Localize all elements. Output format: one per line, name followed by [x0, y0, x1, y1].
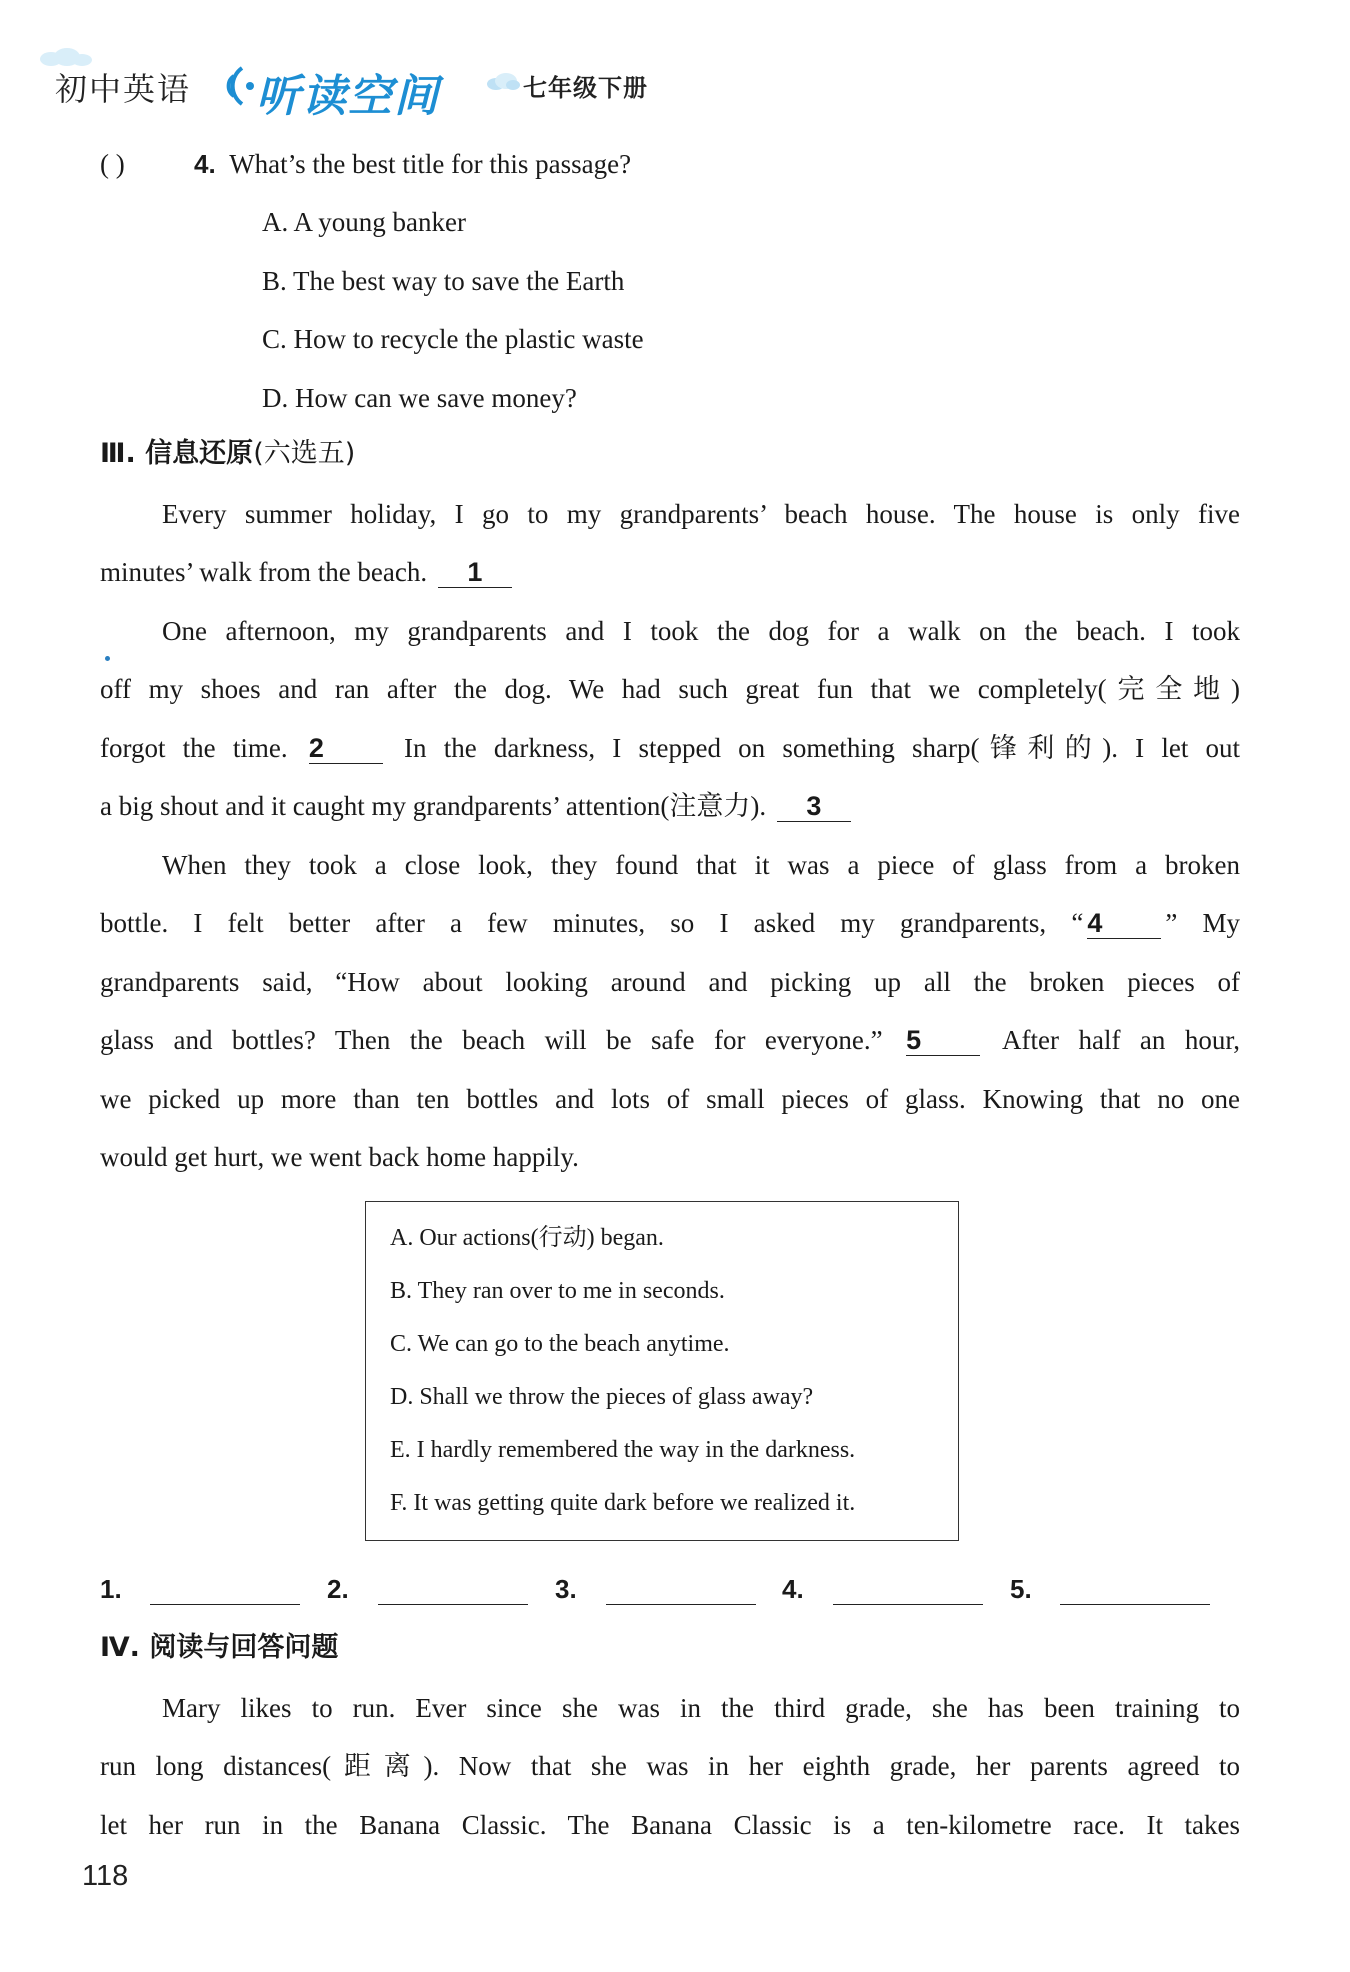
answer-parentheses: ( ) — [100, 149, 125, 179]
passage-line: off my shoes and ran after the dog. We had such great fun that we completely(完全地) — [100, 674, 1240, 704]
answer-label-2: 2. — [327, 1574, 349, 1604]
passage-line: would get hurt, we went back home happily. — [100, 1142, 579, 1172]
passage-line: bottle. I felt better after a few minutes, so I asked my grandparents, “ 4 ” My — [100, 908, 1240, 938]
blank-2[interactable]: 2 — [309, 733, 383, 764]
passage-line: we picked up more than ten bottles and lots of small pieces of glass. Knowing that no one — [100, 1084, 1240, 1114]
answer-label-3: 3. — [555, 1574, 577, 1604]
box-option-b: B. They ran over to me in seconds. — [390, 1278, 725, 1304]
passage-line: Mary likes to run. Ever since she was in the third grade, she has been training to — [162, 1693, 1240, 1723]
passage-line: a big shout and it caught my grandparents’ attention(注意力). 3 — [100, 786, 1240, 826]
question-stem: What’s the best title for this passage? — [229, 149, 632, 179]
blank-1[interactable]: 1 — [438, 557, 512, 588]
blank-3[interactable]: 3 — [777, 791, 851, 822]
box-option-f: F. It was getting quite dark before we realized it. — [390, 1490, 856, 1516]
box-option-a: A. Our actions(行动) began. — [390, 1225, 664, 1251]
series-title: 听读空间 — [256, 71, 440, 122]
box-option-e: E. I hardly remembered the way in the darkness. — [390, 1437, 856, 1463]
answer-field-3[interactable] — [606, 1604, 756, 1605]
passage-line: minutes’ walk from the beach. 1 — [100, 552, 1240, 592]
option-a: A. A young banker — [262, 207, 466, 237]
option-d: D. How can we save money? — [262, 383, 577, 413]
section-3-title: Ⅲ. 信息还原 — [100, 438, 254, 469]
series-logo — [208, 50, 448, 122]
option-c: C. How to recycle the plastic waste — [262, 324, 644, 354]
passage-line: One afternoon, my grandparents and I took the dog for a walk on the beach. I took — [162, 616, 1240, 646]
section-4-heading: Ⅳ. 阅读与回答问题 — [100, 1632, 339, 1663]
blank-4[interactable]: 4 — [1087, 908, 1161, 939]
answer-field-4[interactable] — [833, 1604, 983, 1605]
options-box — [365, 1201, 959, 1541]
passage-line: glass and bottles? Then the beach will be safe for everyone.” 5 After half an hour, — [100, 1025, 1240, 1055]
passage-line: let her run in the Banana Classic. The Banana Classic is a ten-kilometre race. It takes — [100, 1810, 1240, 1840]
sound-wave-icon — [208, 56, 258, 116]
answer-label-5: 5. — [1010, 1574, 1032, 1604]
option-b: B. The best way to save the Earth — [262, 266, 625, 296]
answer-label-1: 1. — [100, 1574, 122, 1604]
cloud-icon — [486, 72, 520, 92]
passage-line: Every summer holiday, I go to my grandparents’ beach house. The house is only five — [162, 499, 1240, 529]
question-4 — [100, 144, 1240, 184]
answer-field-2[interactable] — [378, 1604, 528, 1605]
grade-label: 七年级下册 — [523, 74, 648, 102]
question-number: 4. — [194, 149, 216, 179]
page-number: 118 — [82, 1860, 129, 1892]
box-option-c: C. We can go to the beach anytime. — [390, 1331, 730, 1357]
passage-line: run long distances(距离). Now that she was in her eighth grade, her parents agreed to — [100, 1751, 1240, 1781]
section-3-heading — [100, 434, 355, 474]
passage-line: forgot the time. 2 In the darkness, I stepped on something sharp(锋利的). I let out — [100, 733, 1241, 763]
course-label: 初中英语 — [55, 70, 192, 108]
passage-line: grandparents said, “How about looking around and picking up all the broken pieces of — [100, 967, 1240, 997]
answer-field-5[interactable] — [1060, 1604, 1210, 1605]
blank-5[interactable]: 5 — [906, 1025, 980, 1056]
margin-dot — [105, 656, 110, 661]
answer-label-4: 4. — [782, 1574, 804, 1604]
answer-field-1[interactable] — [150, 1604, 300, 1605]
page-header — [40, 42, 1320, 132]
passage-line: When they took a close look, they found that it was a piece of glass from a broken — [162, 850, 1240, 880]
box-option-d: D. Shall we throw the pieces of glass away? — [390, 1384, 814, 1410]
section-3-note: (六选五) — [253, 438, 356, 469]
